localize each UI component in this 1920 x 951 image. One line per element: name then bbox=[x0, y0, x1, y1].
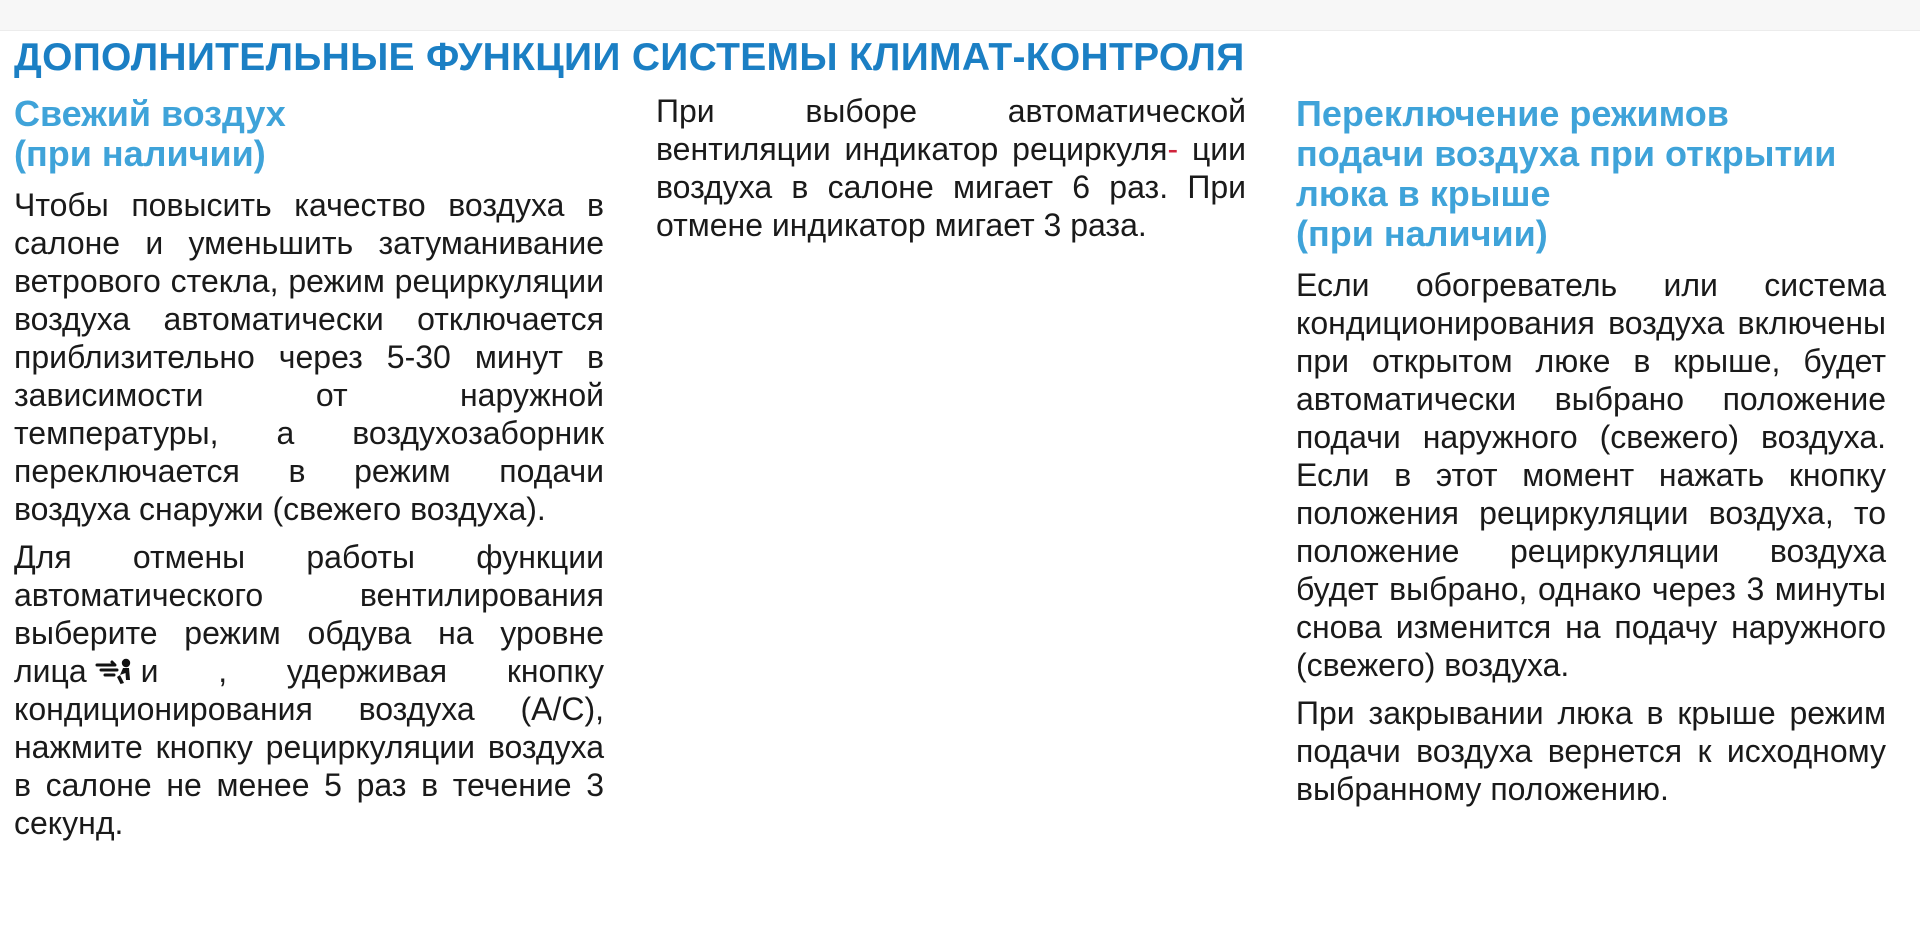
paragraph-sunroof-open: Если обогреватель или система кондиционирования воздуха включены при открытом люке в крыше, будет автоматически выбрано положение подачи наружного (свежего) воздуха. Если в этот момент нажать кнопку положения рециркуляции воздуха, то положение рециркуляции воздуха будет выбрано, однако через 3 минуты снова изменится на подачу наружного (свежего) воздуха. bbox=[1296, 267, 1886, 683]
column-sunroof-air-mode bbox=[1296, 94, 1886, 818]
heading-line: люка в крыше bbox=[1296, 173, 1551, 214]
face-vent-mode-icon bbox=[93, 656, 135, 686]
paragraph-sunroof-closed: При закрывании люка в крыше режим подачи воздуха вернется к исходному выбранному положению. bbox=[1296, 695, 1886, 807]
paragraph-indicator-blink bbox=[656, 92, 1246, 244]
section-heading-sunroof bbox=[1296, 94, 1886, 254]
paragraph-text: При выборе автоматической вентиляции индикатор рециркуля bbox=[656, 93, 1246, 167]
heading-line: (при наличии) bbox=[14, 133, 266, 174]
page-title: ДОПОЛНИТЕЛЬНЫЕ ФУНКЦИИ СИСТЕМЫ КЛИМАТ-КОНТРОЛЯ bbox=[14, 36, 1245, 79]
paragraph-text: и , удерживая кнопку кондиционирования воздуха (A/C), нажмите кнопку рециркуляции воздуха в салоне не менее 5 раз в течение 3 секунд. bbox=[14, 653, 604, 841]
column-fresh-air bbox=[14, 94, 604, 852]
hyphen-mark: - bbox=[1167, 131, 1179, 167]
heading-line: Свежий воздух bbox=[14, 93, 286, 134]
paragraph-fresh-air-description: Чтобы повысить качество воздуха в салоне и уменьшить затуманивание ветрового стекла, режим рециркуляции воздуха автоматически отключается приблизительно через 5-30 минут в зависимости от наружной температуры, а воздухозаборник переключается в режим подачи воздуха снаружи (свежего воздуха). bbox=[14, 187, 604, 527]
paragraph-text: ции воздуха в салоне мигает 6 раз. При отмене индикатор мигает 3 раза. bbox=[656, 131, 1247, 243]
heading-line: Переключение режимов bbox=[1296, 93, 1729, 134]
column-auto-ventilation-indicator bbox=[656, 92, 1246, 254]
paragraph-text: Для отмены работы функции автоматического вентилирования выберите режим обдува на уровне лица bbox=[14, 539, 604, 689]
heading-line: (при наличии) bbox=[1296, 213, 1548, 254]
heading-line: подачи воздуха при открытии bbox=[1296, 133, 1837, 174]
section-heading-fresh-air bbox=[14, 94, 604, 174]
paragraph-cancel-auto-ventilation bbox=[14, 538, 604, 842]
top-band bbox=[0, 0, 1920, 31]
